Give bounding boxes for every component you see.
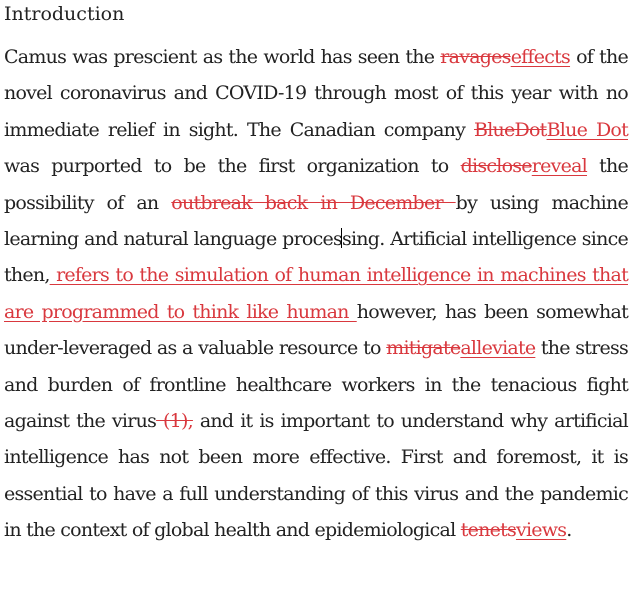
inserted-text[interactable]: Blue Dot <box>546 118 628 141</box>
deleted-text[interactable]: disclose <box>460 155 532 178</box>
inserted-text[interactable]: refers to the simulation of human intelligence in machines that are programmed to think like human <box>4 264 628 323</box>
inserted-text[interactable]: reveal <box>531 155 587 178</box>
deleted-text[interactable]: (1), <box>156 410 193 433</box>
deleted-text[interactable]: mitigate <box>386 337 461 360</box>
text-run: . <box>566 519 572 542</box>
text-run: of the novel coronavirus and COVID-19 through most of this year with no immediate relief in sight. The Canadian company <box>4 46 629 141</box>
text-run: however, has been somewhat under-leveraged as a valuable resource to <box>4 300 628 360</box>
inserted-text[interactable]: effects <box>510 46 571 68</box>
deleted-text[interactable]: tenets <box>460 519 516 542</box>
text-run: by using machine learning and natural language proces <box>4 191 628 251</box>
introduction-paragraph[interactable] <box>4 39 628 549</box>
section-heading: Introduction <box>4 3 125 25</box>
text-run: was purported to be the first organization to <box>4 155 461 178</box>
text-run: Camus was prescient as the world has seen the <box>4 46 441 68</box>
inserted-text[interactable]: views <box>515 519 567 542</box>
deleted-text[interactable]: BlueDot <box>473 118 547 141</box>
inserted-text[interactable]: alleviate <box>460 337 536 360</box>
text-run: the stress and burden of frontline healthcare workers in the tenacious fight against the virus <box>4 337 628 433</box>
deleted-text[interactable]: outbreak back in December <box>171 191 456 214</box>
document-body <box>4 0 628 549</box>
text-run: sing. Artificial intelligence since then, <box>4 228 628 287</box>
text-run: the possibility of an <box>4 155 629 214</box>
deleted-text[interactable]: ravages <box>440 46 511 68</box>
text-run: and it is important to understand why artificial intelligence has not been more effective. First and foremost, it is essential to have a full understanding of this virus and the pandemic in the context of global health and epidemiological <box>4 410 629 542</box>
